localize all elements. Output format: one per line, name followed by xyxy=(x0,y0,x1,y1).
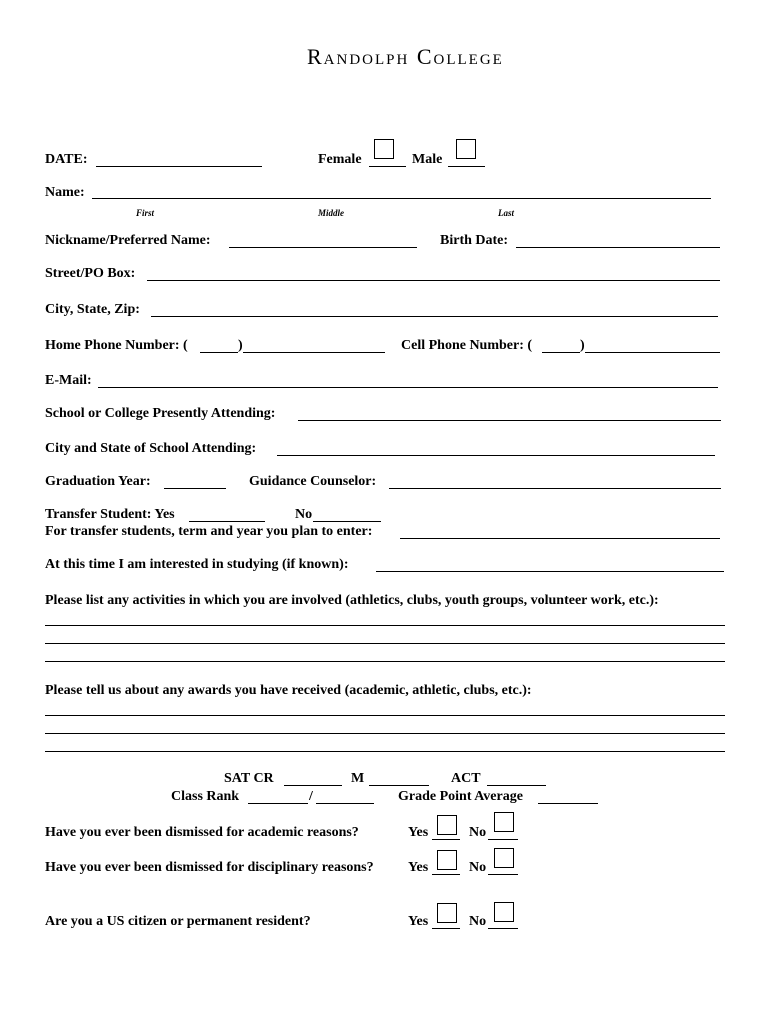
city-state-zip-field[interactable] xyxy=(151,316,718,317)
class-rank-field-2[interactable] xyxy=(316,803,374,804)
awards-line-2[interactable] xyxy=(45,733,725,734)
sat-m-label: M xyxy=(351,771,365,786)
awards-line-3[interactable] xyxy=(45,751,725,752)
transfer-term-label: For transfer students, term and year you plan to enter: xyxy=(45,524,373,539)
activities-label: Please list any activities in which you are involved (athletics, clubs, youth groups, volunteer work, etc.): xyxy=(45,593,659,608)
grad-year-label: Graduation Year: xyxy=(45,474,151,489)
home-phone-field[interactable] xyxy=(243,352,385,353)
female-label: Female xyxy=(318,152,362,167)
sat-cr-field[interactable] xyxy=(284,785,342,786)
home-phone-area-code[interactable] xyxy=(200,352,238,353)
cell-phone-close-paren: ) xyxy=(580,338,585,353)
email-field[interactable] xyxy=(98,387,718,388)
first-sublabel: First xyxy=(136,208,155,218)
dismissed-academic-no-label: No xyxy=(469,825,487,840)
activities-line-3[interactable] xyxy=(45,661,725,662)
class-rank-separator: / xyxy=(309,789,313,804)
street-label: Street/PO Box: xyxy=(45,266,136,281)
citizen-label: Are you a US citizen or permanent resident? xyxy=(45,914,311,929)
gpa-label: Grade Point Average xyxy=(398,789,523,804)
college-name: Randolph College xyxy=(307,44,504,69)
counselor-label: Guidance Counselor: xyxy=(249,474,377,489)
citizen-yes-label: Yes xyxy=(408,914,429,929)
dismissed-academic-yes-checkbox[interactable] xyxy=(437,815,457,835)
awards-line-1[interactable] xyxy=(45,715,725,716)
dismissed-academic-no-checkbox[interactable] xyxy=(494,812,514,832)
transfer-yes-field[interactable] xyxy=(189,521,265,522)
cell-phone-area-code[interactable] xyxy=(542,352,580,353)
class-rank-field-1[interactable] xyxy=(248,803,308,804)
citizen-no-line xyxy=(488,928,518,929)
male-checkbox[interactable] xyxy=(456,139,476,159)
school-city-field[interactable] xyxy=(277,455,715,456)
sat-m-field[interactable] xyxy=(369,785,429,786)
male-label: Male xyxy=(412,152,443,167)
dismissed-academic-no-line xyxy=(488,839,518,840)
gpa-field[interactable] xyxy=(538,803,598,804)
dismissed-disciplinary-no-label: No xyxy=(469,860,487,875)
activities-line-2[interactable] xyxy=(45,643,725,644)
sat-cr-label: SAT CR xyxy=(224,771,274,786)
school-city-label: City and State of School Attending: xyxy=(45,441,257,456)
school-label: School or College Presently Attending: xyxy=(45,406,276,421)
date-field[interactable] xyxy=(96,166,262,167)
transfer-no-label: No xyxy=(295,507,313,522)
counselor-field[interactable] xyxy=(389,488,721,489)
dismissed-disciplinary-yes-checkbox[interactable] xyxy=(437,850,457,870)
dismissed-disciplinary-yes-label: Yes xyxy=(408,860,429,875)
act-field[interactable] xyxy=(487,785,546,786)
birth-date-field[interactable] xyxy=(516,247,720,248)
dismissed-academic-yes-label: Yes xyxy=(408,825,429,840)
date-label: DATE: xyxy=(45,152,88,167)
cell-phone-label: Cell Phone Number: ( xyxy=(401,338,533,353)
dismissed-disciplinary-no-line xyxy=(488,874,518,875)
transfer-term-field[interactable] xyxy=(400,538,720,539)
name-field[interactable] xyxy=(92,198,711,199)
dismissed-disciplinary-no-checkbox[interactable] xyxy=(494,848,514,868)
transfer-no-field[interactable] xyxy=(313,521,381,522)
dismissed-academic-yes-line xyxy=(432,839,460,840)
home-phone-close-paren: ) xyxy=(238,338,243,353)
female-line xyxy=(369,166,406,167)
home-phone-label: Home Phone Number: ( xyxy=(45,338,188,353)
transfer-yes-label: Transfer Student: Yes xyxy=(45,507,175,522)
class-rank-label: Class Rank xyxy=(171,789,240,804)
cell-phone-field[interactable] xyxy=(585,352,720,353)
street-field[interactable] xyxy=(147,280,720,281)
citizen-yes-checkbox[interactable] xyxy=(437,903,457,923)
city-state-zip-label: City, State, Zip: xyxy=(45,302,140,317)
dismissed-disciplinary-label: Have you ever been dismissed for disciplinary reasons? xyxy=(45,860,374,875)
birth-date-label: Birth Date: xyxy=(440,233,509,248)
act-label: ACT xyxy=(451,771,481,786)
email-label: E-Mail: xyxy=(45,373,92,388)
interest-label: At this time I am interested in studying (if known): xyxy=(45,557,349,572)
middle-sublabel: Middle xyxy=(318,208,344,218)
grad-year-field[interactable] xyxy=(164,488,226,489)
citizen-no-checkbox[interactable] xyxy=(494,902,514,922)
dismissed-disciplinary-yes-line xyxy=(432,874,460,875)
male-line xyxy=(448,166,485,167)
school-field[interactable] xyxy=(298,420,721,421)
activities-line-1[interactable] xyxy=(45,625,725,626)
nickname-field[interactable] xyxy=(229,247,417,248)
female-checkbox[interactable] xyxy=(374,139,394,159)
awards-label: Please tell us about any awards you have received (academic, athletic, clubs, etc.): xyxy=(45,683,532,698)
dismissed-academic-label: Have you ever been dismissed for academic reasons? xyxy=(45,825,359,840)
citizen-no-label: No xyxy=(469,914,487,929)
name-label: Name: xyxy=(45,185,85,200)
citizen-yes-line xyxy=(432,928,460,929)
nickname-label: Nickname/Preferred Name: xyxy=(45,233,211,248)
last-sublabel: Last xyxy=(498,208,515,218)
interest-field[interactable] xyxy=(376,571,724,572)
